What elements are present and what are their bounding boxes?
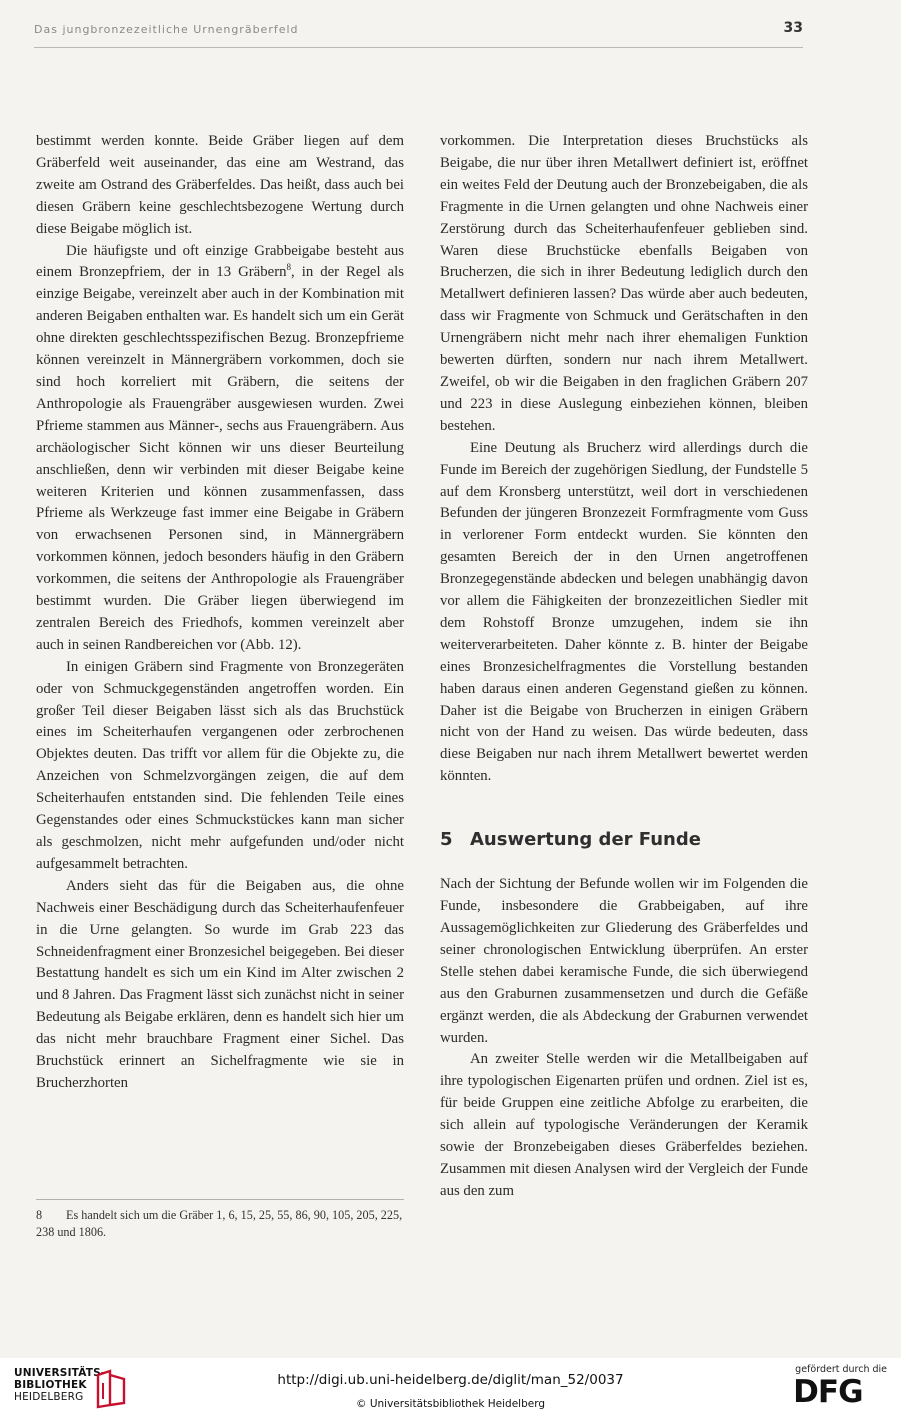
- footer-bar: [0, 1358, 901, 1422]
- library-name-line: UNIVERSITÄTS-: [14, 1367, 106, 1379]
- library-name-line: BIBLIOTHEK: [14, 1379, 87, 1391]
- footnote: [36, 1207, 404, 1241]
- dfg-logo: DFG: [793, 1374, 863, 1410]
- paragraph: Eine Deutung als Brucherz wird allerdings durch die Funde im Bereich der zugehörigen Siedlung, der Fundstelle 5 auf dem Kronsberg unterstützt, weil dort in verschiedenen Befunden der jüngeren Bronzezeit Formfragmente vom Guss in verlorener Form entdeckt wurden. Sie könnten den gesamten Bereich der in den Urnen angetroffenen Bronzegegenstände abdecken und belegen unabhängig davon vor allem die Fähigkeiten der bronzezeitlichen Siedler mit dem Rohstoff Bronze umzugehen, indem sie ihn weiterverarbeiteten. Daher könnte z. B. hinter der Beigabe eines Bronzesichelfragmentes die Vorstellung bestanden haben daraus einen anderen Gegenstand gießen zu können. Daher ist die Beigabe von Brucherzen in einigen Gräbern nicht von der Hand zu weisen. Das würde bedeuten, dass diese Beigaben nur nach ihrem Metallwert bewertet werden könnten.: [440, 439, 808, 785]
- copyright-notice: © Universitätsbibliothek Heidelberg: [355, 1398, 545, 1410]
- paragraph-text: , in der Regel als einzige Beigabe, vereinzelt aber auch in der Kombination mit anderen Beigaben enthalten war. Es handelt sich um ein Gerät ohne direkten geschlechtsspezifischen Bezug. Bronzepfrieme können vereinzelt in Männergräbern vorkommen, doch sie sind hoch korreliert mit Gräbern, die seitens der Anthropologie als Frauengräber ausgewiesen wurden. Zwei Pfrieme stammen aus Männer-, sechs aus Frauengräbern. Aus archäologischer Sicht können wir uns dieser Beurteilung anschließen, denn wir verbinden mit dieser Beigabe keine weiteren Kriterien und können zusammenfassen, dass Pfrieme als Werkzeuge fast immer eine Beigabe in Gräbern von erwachsenen Personen sind, in Männergräbern vorkommen können, jedoch besonders häufig in den Gräbern vorkommen, die seitens der Anthropologie als Frauengräber bestimmt wurden. Die Gräber liegen überwiegend im zentralen Bereich des Friedhofs, kommen vereinzelt aber auch in seinen Randbereichen vor (Abb. 12).: [36, 264, 404, 653]
- library-name-line: HEIDELBERG: [14, 1391, 84, 1403]
- paragraph: [36, 241, 404, 657]
- paragraph: bestimmt werden konnte. Beide Gräber liegen auf dem Gräberfeld weit auseinander, das eine am Westrand, das zweite am Ostrand des Gräberfeldes. Das heißt, dass auch bei diesen Gräbern keine geschlechtsbezogene Wertung durch diese Beigabe möglich ist.: [36, 133, 404, 237]
- page-number: 33: [783, 20, 803, 36]
- paragraph: An zweiter Stelle werden wir die Metallbeigaben auf ihre typologischen Eigenarten prüfen und ordnen. Ziel ist es, für beide Gruppen eine zeitliche Abfolge zu erarbeiten, die sich allein auf typologische Veränderungen der Keramik sowie der Bronzebeigaben dieses Gräberfeldes beziehen. Zusammen mit diesen Analysen wird der Vergleich der Funde aus den zum: [440, 1051, 808, 1199]
- left-column: [36, 131, 404, 1095]
- permalink-url[interactable]: http://digi.ub.uni-heidelberg.de/diglit/man_52/0037: [277, 1372, 624, 1388]
- footnote-divider: [36, 1199, 404, 1200]
- footnote-reference[interactable]: 8: [286, 262, 292, 273]
- funding-logo[interactable]: [793, 1364, 887, 1409]
- section-number: 5: [440, 829, 453, 851]
- page-header: [34, 19, 803, 48]
- right-column: [440, 131, 808, 1203]
- section-title: Auswertung der Funde: [470, 829, 701, 851]
- paragraph: Anders sieht das für die Beigaben aus, die ohne Nachweis einer Beschädigung durch das Scheiterhaufenfeuer in die Urne gelangten. So wurde im Grab 223 das Schneidenfragment einer Bronzesichel beigegeben. Bei dieser Bestattung handelt es sich um ein Kind im Alter zwischen 2 und 8 Jahren. Das Fragment lässt sich zunächst nicht in seiner Bedeutung als Beigabe erklären, denn es handelt sich hier um das nicht mehr brauchbare Fragment einer Sichel. Das Bruchstück erinnert an Sichelfragmente wie sie in Brucherzhorten: [36, 877, 404, 1091]
- paragraph: Nach der Sichtung der Befunde wollen wir im Folgenden die Funde, insbesondere die Grabbeigaben, auf ihre Aussagemöglichkeiten zur Gliederung des Gräberfeldes und seiner chronologischen Entwicklung überprüfen. An erster Stelle stehen dabei keramische Funde, die sich überwiegend aus den Graburnen zusammensetzen und durch die Gefäße ergänzt werden, die als Abdeckung der Graburnen verwendet wurden.: [440, 876, 808, 1046]
- paragraph-text: Die häufigste und oft einzige Grabbeigabe besteht aus einem Bronzepfriem, der in 13 Gräbern: [36, 242, 404, 281]
- paragraph: In einigen Gräbern sind Fragmente von Bronzegeräten oder von Schmuckgegenständen angetroffen worden. Ein großer Teil dieser Beigaben lässt sich als das Bruchstück eines im Scheiterhaufen vergangenen oder zerbrochenen Objektes deuten. Das trifft vor allem für die Objekte zu, die Anzeichen von Schmelzvorgängen zeigen, die auf dem Scheiterhaufen entstanden sind. Die fehlenden Teile eines Gegenstandes oder eines Schmuckstückes kann man sicher als geschmolzen, nicht mehr aufgefunden und/oder nicht aufgesammelt betrachten.: [36, 658, 404, 872]
- funding-caption: gefördert durch die: [795, 1364, 887, 1375]
- running-title: Das jungbronzezeitliche Urnengräberfeld: [34, 23, 299, 36]
- footnote-text: Es handelt sich um die Gräber 1, 6, 15, 25, 55, 86, 90, 105, 205, 225, 238 und 1806.: [36, 1208, 403, 1239]
- section-heading: [440, 828, 808, 852]
- paragraph: vorkommen. Die Interpretation dieses Bruchstücks als Beigabe, die nur über ihren Metallwert definiert ist, eröffnet ein weites Feld der Deutung auch der Bronzebeigaben, die als Fragmente in die Urnen gelangten und ohne Nachweis einer Zerstörung durch das Scheiterhaufenfeuer geblieben sind. Waren diese Bruchstücke ebenfalls Beigaben von Brucherzen, die sich in ihrer Bedeutung lediglich durch den Metallwert definieren lassen? Das würde aber auch bedeuten, dass wir Fragmente von Schmuck und Gerätschaften in den Urnengräbern nicht mehr nach ihrer ehemaligen Funktion bewerten dürften, sondern nur nach ihrem Metallwert. Zweifel, ob wir die Beigaben in den fraglichen Gräbern 207 und 223 in diese Auslegung einbeziehen können, bleiben bestehen.: [440, 133, 808, 434]
- footnote-number: 8: [36, 1208, 43, 1222]
